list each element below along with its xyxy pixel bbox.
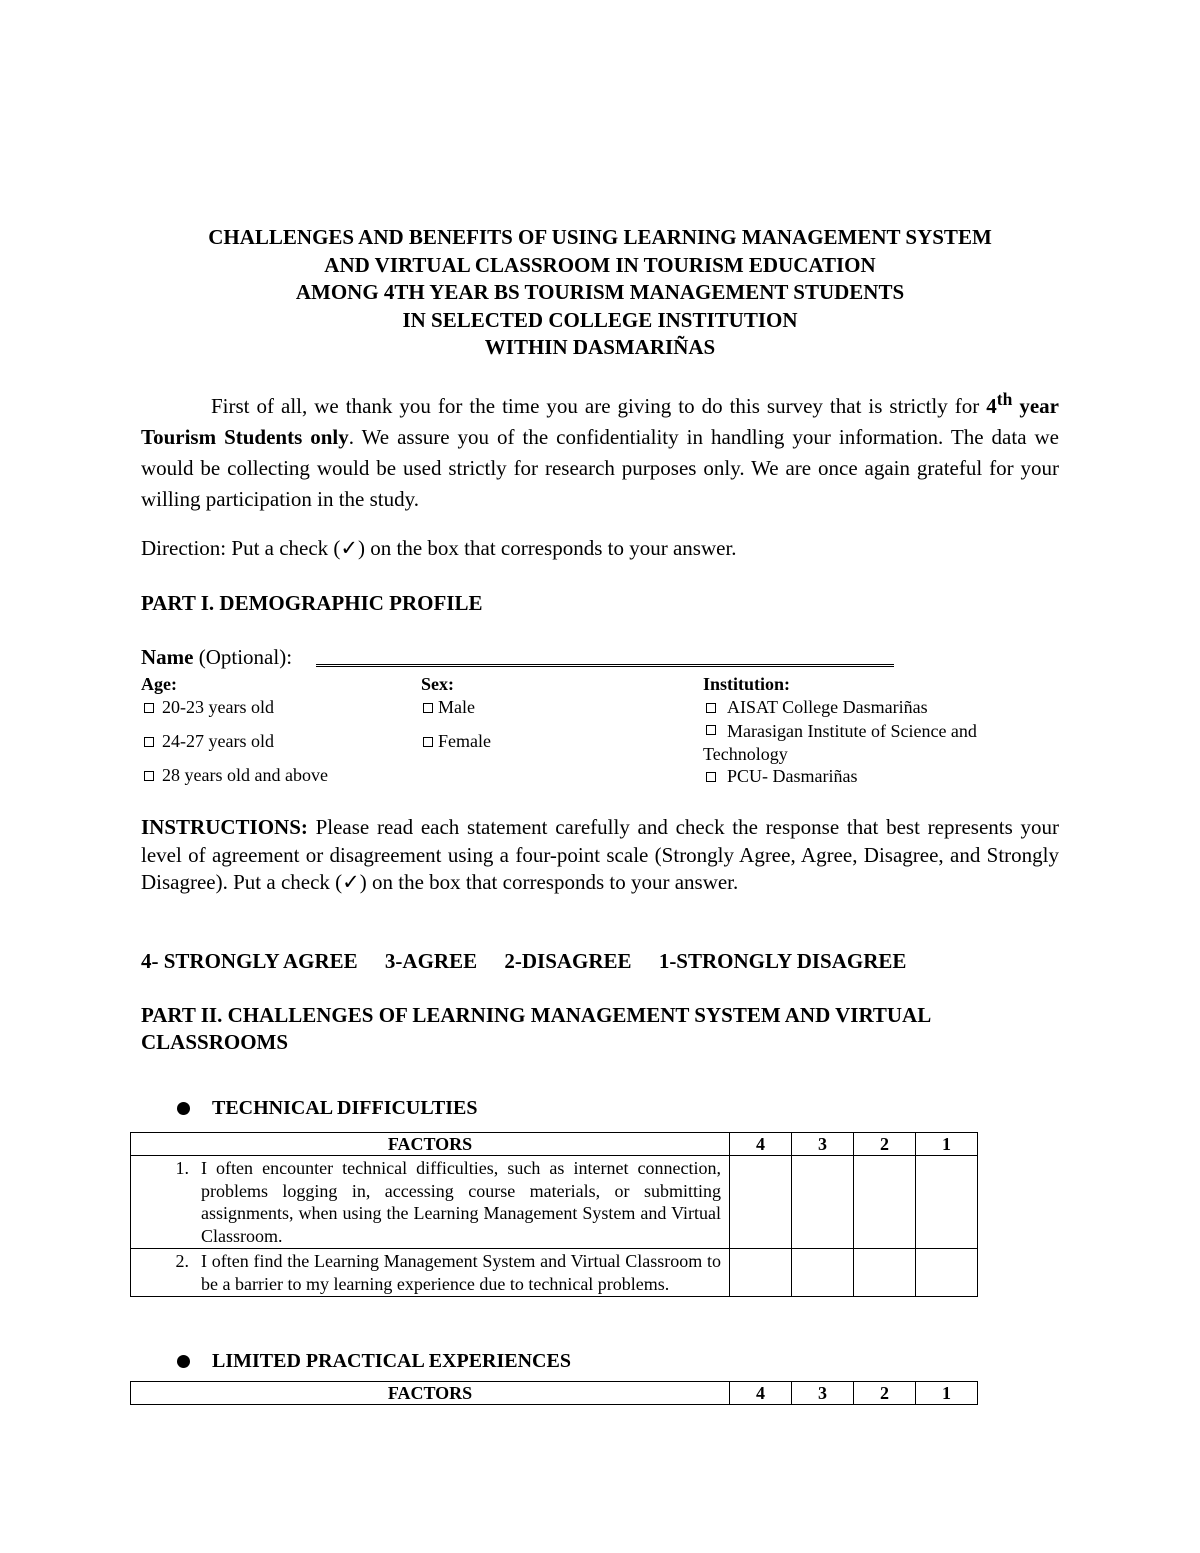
table-header-cell: 4 xyxy=(730,1382,792,1405)
bullet-icon xyxy=(177,1102,190,1115)
direction-text: Direction: Put a check (✓) on the box that corresponds to your answer. xyxy=(141,536,737,560)
sex-label: Sex: xyxy=(421,674,454,694)
table-header-cell: FACTORS xyxy=(131,1382,730,1405)
factor-cell xyxy=(131,1249,730,1297)
intro-year-number: 4 xyxy=(986,394,997,418)
rating-cell[interactable] xyxy=(792,1156,854,1249)
institution-option[interactable] xyxy=(703,718,993,765)
age-option[interactable] xyxy=(141,764,328,787)
rating-cell[interactable] xyxy=(916,1249,978,1297)
factors-table xyxy=(130,1132,978,1297)
title-line: IN SELECTED COLLEGE INSTITUTION xyxy=(402,307,798,332)
table-header-cell: 4 xyxy=(730,1133,792,1156)
scale-item: 1-STRONGLY DISAGREE xyxy=(658,949,907,973)
institution-option[interactable] xyxy=(703,696,993,719)
table-header-cell: 3 xyxy=(792,1133,854,1156)
scale-item: 2-DISAGREE xyxy=(504,949,632,973)
table-header-cell: 1 xyxy=(916,1133,978,1156)
age-option[interactable] xyxy=(141,696,328,730)
name-input-line[interactable] xyxy=(316,664,894,667)
factors-table xyxy=(130,1381,978,1405)
checkbox[interactable] xyxy=(423,737,433,747)
institution-option-label: Marasigan Institute of Science and Technology xyxy=(703,721,977,764)
intro-text: First of all, we thank you for the time you are giving to do this survey that is strictly for xyxy=(211,394,987,418)
row-statement: I often encounter technical difficulties, such as internet connection, problems logging in, accessing course materials, or submitting assignments, when using the Learning Management System and Virtual Classroom. xyxy=(201,1158,721,1246)
row-number: 2. xyxy=(175,1251,189,1271)
row-statement: I often find the Learning Management System and Virtual Classroom to be a barrier to my learning experience due to technical problems. xyxy=(201,1251,721,1294)
intro-text-rest: . We assure you of the confidentiality in handling your information. The data we would be collecting would be used strictly for research purposes only. We are once again grateful for your willing participation in the study. xyxy=(141,425,1059,511)
rating-cell[interactable] xyxy=(854,1249,916,1297)
age-label: Age: xyxy=(141,674,177,694)
instructions-paragraph xyxy=(141,814,1059,897)
sex-option[interactable] xyxy=(421,730,491,753)
sex-option[interactable] xyxy=(421,696,491,730)
table-row xyxy=(131,1249,978,1297)
institution-label: Institution: xyxy=(703,674,791,694)
title-line: WITHIN DASMARIÑAS xyxy=(484,335,716,359)
rating-cell[interactable] xyxy=(916,1156,978,1249)
name-field-label xyxy=(141,645,292,670)
table-header-cell: 2 xyxy=(854,1382,916,1405)
part2-heading: PART II. CHALLENGES OF LEARNING MANAGEMENT SYSTEM AND VIRTUAL CLASSROOMS xyxy=(141,1003,931,1054)
checkbox[interactable] xyxy=(423,703,433,713)
rating-cell[interactable] xyxy=(730,1249,792,1297)
table-header-cell: FACTORS xyxy=(131,1133,730,1156)
section-title: TECHNICAL DIFFICULTIES xyxy=(212,1097,478,1119)
table-header-cell: 3 xyxy=(792,1382,854,1405)
section-title: LIMITED PRACTICAL EXPERIENCES xyxy=(212,1350,571,1372)
age-option-label: 28 years old and above xyxy=(162,764,328,785)
institution-option-label: PCU- Dasmariñas xyxy=(727,766,858,786)
age-group xyxy=(141,673,328,786)
row-number: 1. xyxy=(175,1158,189,1178)
title-line: AMONG 4TH YEAR BS TOURISM MANAGEMENT STUDENTS xyxy=(295,280,905,304)
institution-group xyxy=(703,673,993,788)
checkbox[interactable] xyxy=(706,725,716,735)
part1-heading: PART I. DEMOGRAPHIC PROFILE xyxy=(141,591,483,615)
instructions-text: Please read each statement carefully and check the response that best represents your level of agreement or disagreement using a four-point scale (Strongly Agree, Agree, Disagree, and Strongly Disagree). Put a check (✓) on the box that corresponds to your answer. xyxy=(141,815,1059,894)
factor-cell xyxy=(131,1156,730,1249)
intro-target-group: year Tourism Students only xyxy=(141,394,1059,449)
name-label: Name xyxy=(141,645,194,669)
section-heading xyxy=(177,1350,571,1373)
sex-option-label: Male xyxy=(438,696,475,717)
table-header-row xyxy=(131,1382,978,1405)
scale-item: 4- STRONGLY AGREE xyxy=(141,949,358,973)
institution-option[interactable] xyxy=(703,765,993,788)
intro-year-suffix: th xyxy=(996,389,1013,409)
checkbox[interactable] xyxy=(706,703,716,713)
checkbox[interactable] xyxy=(144,771,154,781)
intro-paragraph xyxy=(141,384,1059,515)
rating-scale xyxy=(141,949,928,974)
checkbox[interactable] xyxy=(144,703,154,713)
name-hint: (Optional): xyxy=(193,645,293,669)
title-line: CHALLENGES AND BENEFITS OF USING LEARNING MANAGEMENT SYSTEM xyxy=(208,225,992,249)
bullet-icon xyxy=(177,1355,190,1368)
table-header-row xyxy=(131,1133,978,1156)
age-option-label: 24-27 years old xyxy=(162,730,274,751)
age-option[interactable] xyxy=(141,730,328,764)
instructions-label: INSTRUCTIONS: xyxy=(141,815,308,839)
scale-item: 3-AGREE xyxy=(384,949,478,973)
rating-cell[interactable] xyxy=(730,1156,792,1249)
checkbox[interactable] xyxy=(144,737,154,747)
age-option-label: 20-23 years old xyxy=(162,696,274,717)
table-row xyxy=(131,1156,978,1249)
rating-cell[interactable] xyxy=(854,1156,916,1249)
table-header-cell: 2 xyxy=(854,1133,916,1156)
sex-group xyxy=(421,673,491,752)
sex-option-label: Female xyxy=(438,730,491,751)
table-header-cell: 1 xyxy=(916,1382,978,1405)
title-line: AND VIRTUAL CLASSROOM IN TOURISM EDUCATION xyxy=(324,252,876,277)
section-heading xyxy=(177,1097,477,1120)
survey-title xyxy=(140,224,1060,362)
rating-cell[interactable] xyxy=(792,1249,854,1297)
institution-option-label: AISAT College Dasmariñas xyxy=(727,696,928,717)
checkbox[interactable] xyxy=(706,772,716,782)
